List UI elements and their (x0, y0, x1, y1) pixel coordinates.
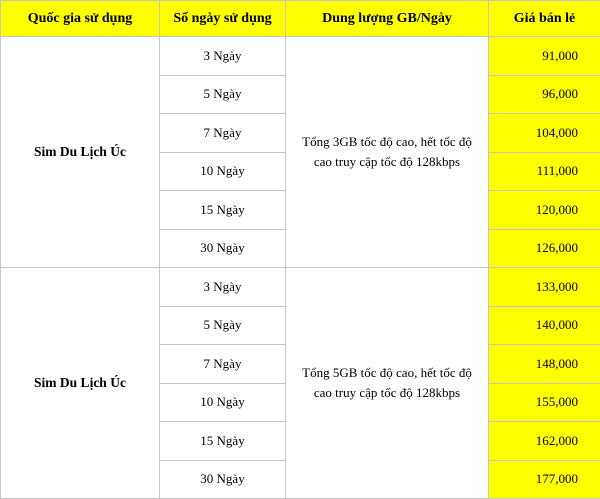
table-row (1, 37, 600, 76)
price-cell: 148,000 (489, 345, 600, 384)
price-cell: 133,000 (489, 268, 600, 307)
price-cell: 111,000 (489, 152, 600, 191)
days-cell: 15 Ngày (160, 191, 286, 230)
price-cell: 104,000 (489, 114, 600, 153)
table-row (1, 268, 600, 307)
days-cell: 7 Ngày (160, 345, 286, 384)
days-cell: 30 Ngày (160, 229, 286, 268)
price-cell: 120,000 (489, 191, 600, 230)
price-cell: 155,000 (489, 383, 600, 422)
days-cell: 3 Ngày (160, 37, 286, 76)
days-cell: 5 Ngày (160, 75, 286, 114)
days-cell: 3 Ngày (160, 268, 286, 307)
price-cell: 140,000 (489, 306, 600, 345)
price-cell: 162,000 (489, 422, 600, 461)
days-cell: 7 Ngày (160, 114, 286, 153)
days-cell: 30 Ngày (160, 460, 286, 499)
price-cell: 126,000 (489, 229, 600, 268)
header-row (1, 1, 600, 37)
days-cell: 10 Ngày (160, 152, 286, 191)
data-cell: Tổng 5GB tốc độ cao, hết tốc độ cao truy cập tốc độ 128kbps (286, 268, 489, 499)
header-price: Giá bán lẻ (489, 1, 600, 37)
country-cell: Sim Du Lịch Úc (1, 37, 160, 268)
days-cell: 5 Ngày (160, 306, 286, 345)
price-cell: 96,000 (489, 75, 600, 114)
header-data: Dung lượng GB/Ngày (286, 1, 489, 37)
header-days: Số ngày sử dụng (160, 1, 286, 37)
header-country: Quốc gia sử dụng (1, 1, 160, 37)
price-cell: 177,000 (489, 460, 600, 499)
price-cell: 91,000 (489, 37, 600, 76)
data-cell: Tổng 3GB tốc độ cao, hết tốc độ cao truy cập tốc độ 128kbps (286, 37, 489, 268)
country-cell: Sim Du Lịch Úc (1, 268, 160, 499)
days-cell: 10 Ngày (160, 383, 286, 422)
days-cell: 15 Ngày (160, 422, 286, 461)
